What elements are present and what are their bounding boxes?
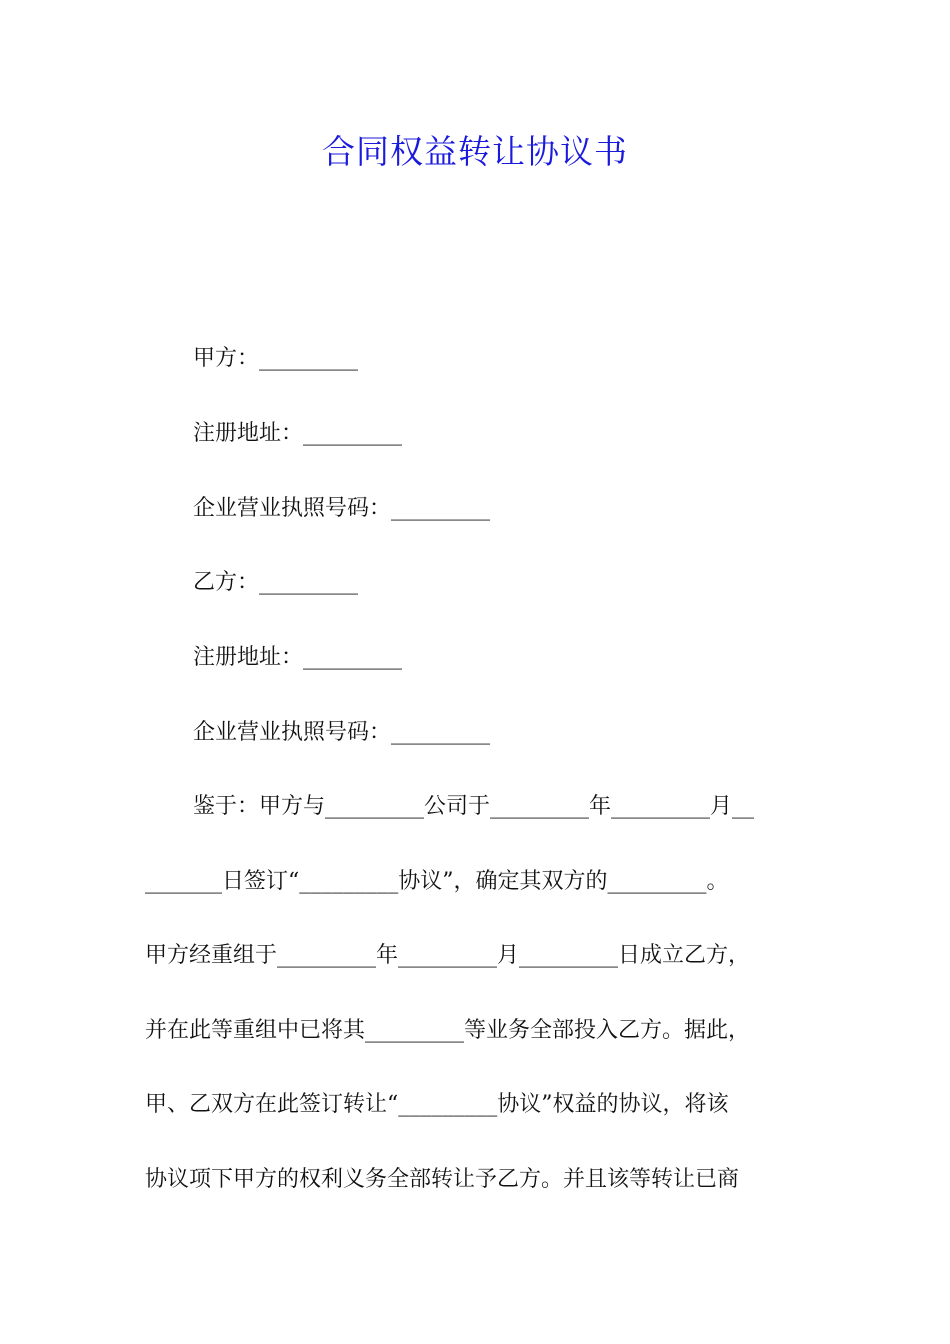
recital-paragraph: [145, 770, 810, 1217]
recital-line: 甲方经重组于_________年_________月_________日成立乙方，: [145, 943, 751, 968]
document-title: 合同权益转让协议书: [322, 132, 628, 171]
recital-line: 协议项下甲方的权利义务全部转让予乙方。并且该等转让已商: [145, 1166, 740, 1192]
party-b-field: 乙方：_________: [193, 570, 359, 595]
party-a-license-field: 企业营业执照号码：_________: [193, 496, 491, 521]
recital-line: _______日签订“_________协议”，确定其双方的_________。: [145, 868, 729, 894]
party-b-license-field: 企业营业执照号码：_________: [193, 720, 491, 745]
party-a-address-field: 注册地址：_________: [193, 421, 403, 446]
recital-line: 并在此等重组中已将其_________等业务全部投入乙方。据此，: [145, 1017, 751, 1043]
party-b-address-field: 注册地址：_________: [193, 645, 403, 670]
party-a-field: 甲方：_________: [193, 346, 359, 371]
recital-line: 鉴于：甲方与_________公司于_________年_________月__: [193, 794, 755, 819]
recital-line: 甲、乙双方在此签订转让“_________协议”权益的协议，将该: [145, 1092, 729, 1117]
